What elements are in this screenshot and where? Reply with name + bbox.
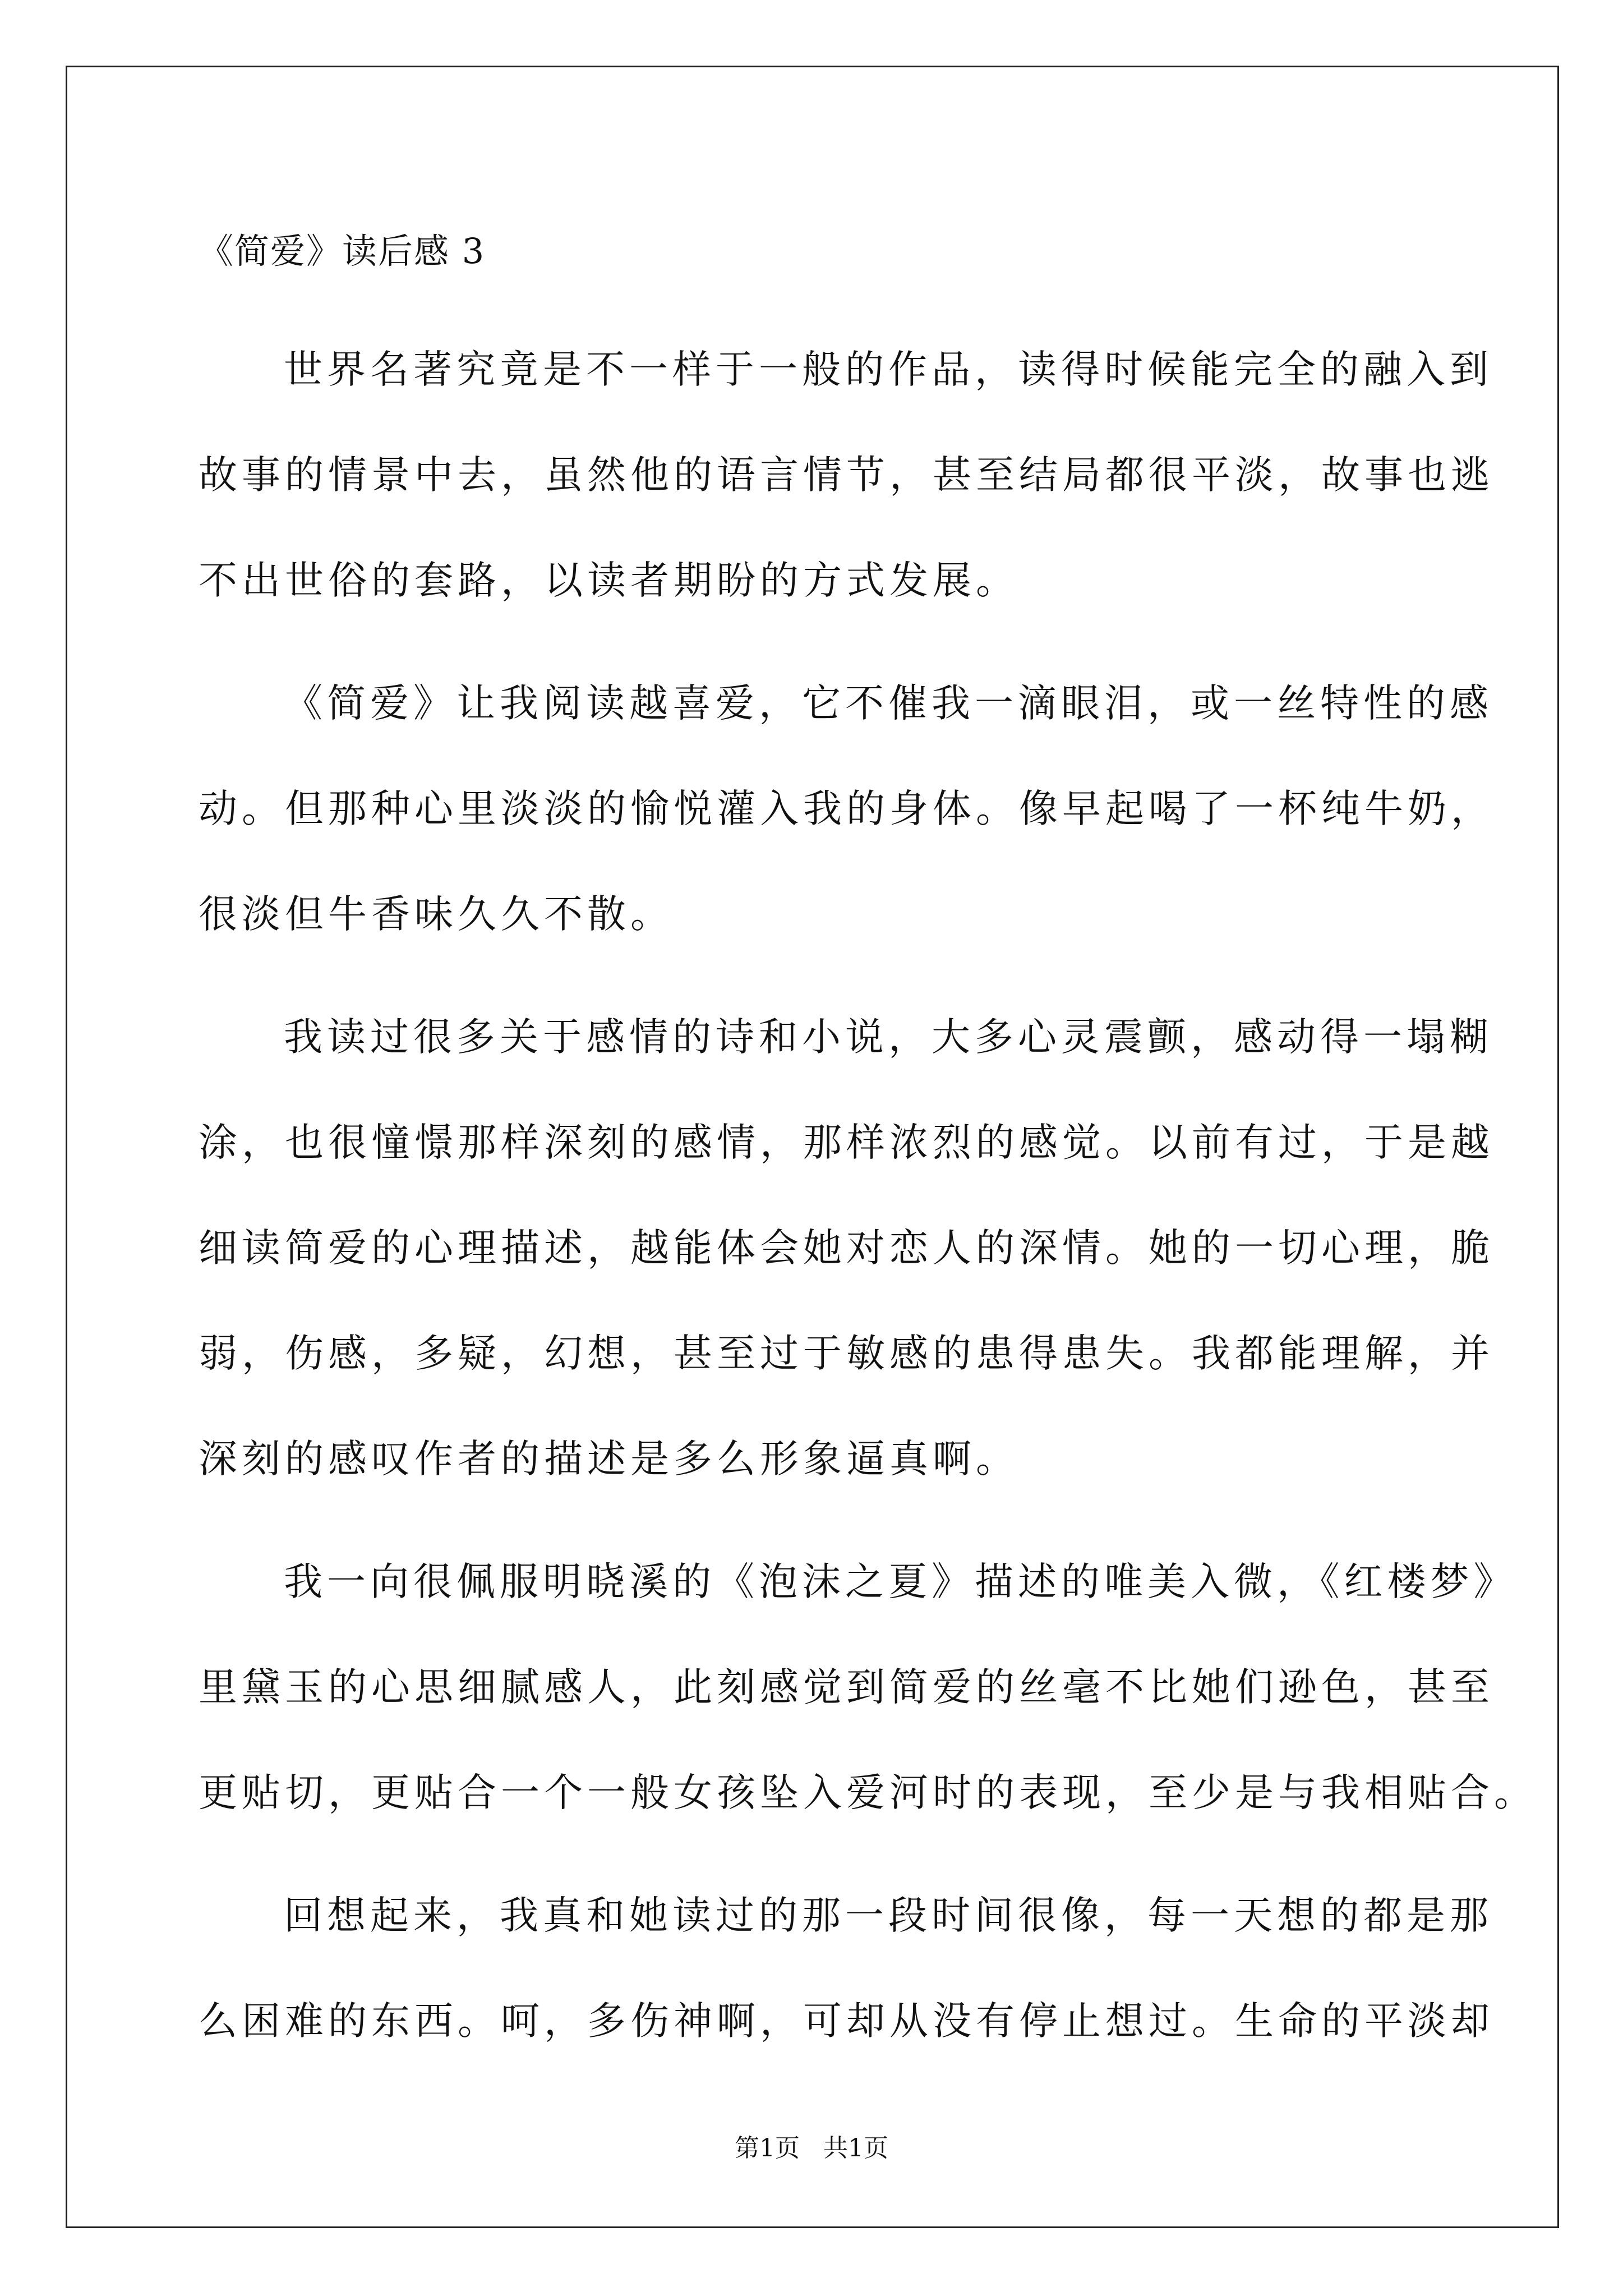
paragraph-line: 里黛玉的心思细腻感人，此刻感觉到简爱的丝毫不比她们逊色，甚至 [199, 1665, 1494, 1710]
paragraph-line: 我一向很佩服明晓溪的《泡沫之夏》描述的唯美入微，《红楼梦》 [284, 1559, 1517, 1604]
paragraph-line: 回想起来，我真和她读过的那一段时间很像，每一天想的都是那 [284, 1893, 1493, 1938]
paragraph-4 [199, 1529, 1537, 1846]
paragraph-line: 弱，伤感，多疑，幻想，甚至过于敏感的患得患失。我都能理解，并 [199, 1331, 1494, 1376]
paragraph-line: 么困难的东西。呵，多伤神啊，可却从没有停止想过。生命的平淡却 [199, 1999, 1494, 2044]
paragraph-line: 动。但那种心里淡淡的愉悦灌入我的身体。像早起喝了一杯纯牛奶， [199, 786, 1494, 831]
paragraph-3 [199, 984, 1494, 1512]
document-body [199, 317, 1537, 2091]
paragraph-line: 深刻的感叹作者的描述是多么形象逼真啊。 [199, 1437, 1019, 1481]
paragraph-line: 更贴切，更贴合一个一般女孩坠入爱河时的表现，至少是与我相贴合。 [199, 1770, 1537, 1815]
paragraph-line: 很淡但牛香味久久不散。 [199, 892, 674, 937]
paragraph-line: 我读过很多关于感情的诗和小说，大多心灵震颤，感动得一塌糊 [284, 1015, 1493, 1060]
paragraph-1 [199, 317, 1494, 633]
paragraph-line: 故事的情景中去，虽然他的语言情节，甚至结局都很平淡，故事也逃 [199, 453, 1494, 498]
page-footer: 第1页 共1页 [735, 2134, 888, 2162]
document-title: 《简爱》读后感 3 [199, 231, 486, 272]
paragraph-5 [199, 1863, 1494, 2074]
paragraph-line: 世界名著究竟是不一样于一般的作品，读得时候能完全的融入到 [284, 347, 1493, 392]
paragraph-line: 不出世俗的套路，以读者期盼的方式发展。 [199, 558, 1019, 603]
paragraph-line: 涂，也很憧憬那样深刻的感情，那样浓烈的感觉。以前有过，于是越 [199, 1120, 1494, 1165]
paragraph-2 [199, 651, 1494, 967]
paragraph-line: 《简爱》让我阅读越喜爱，它不催我一滴眼泪，或一丝特性的感 [284, 681, 1493, 726]
paragraph-line: 细读简爱的心理描述，越能体会她对恋人的深情。她的一切心理，脆 [199, 1226, 1494, 1271]
